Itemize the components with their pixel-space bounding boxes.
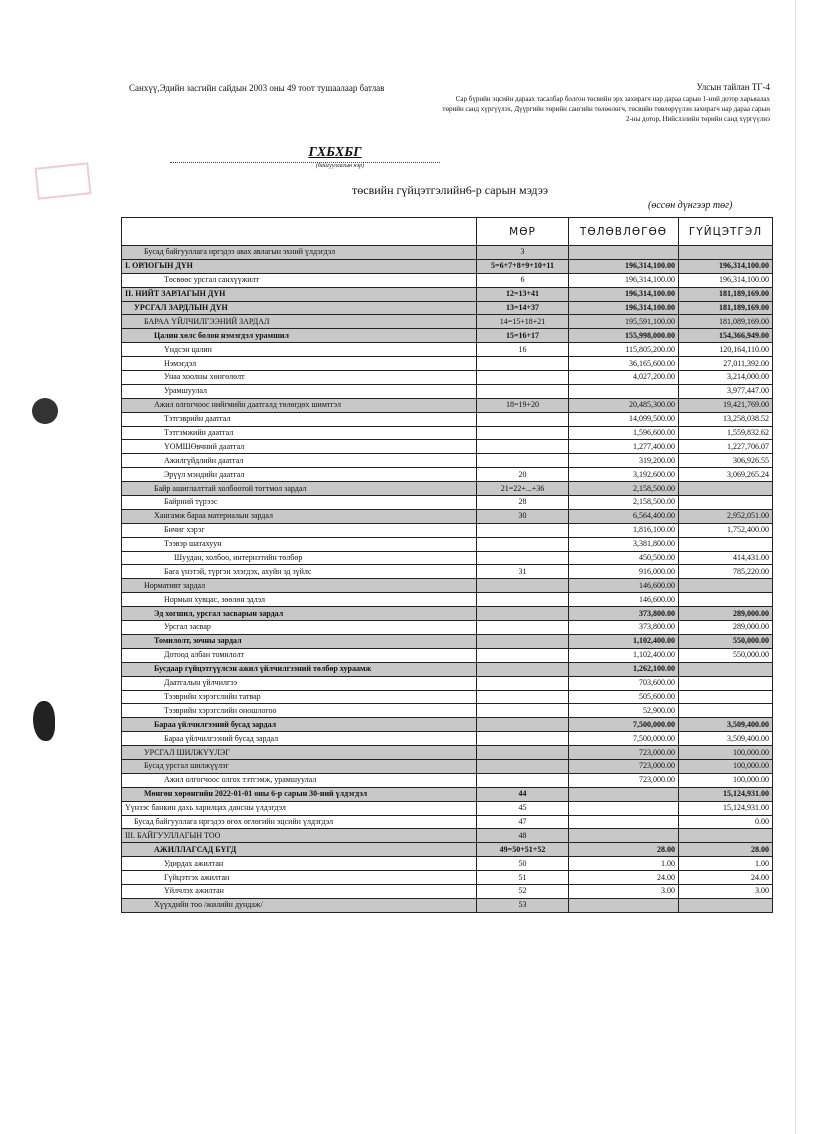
row-number xyxy=(477,718,569,732)
plan-value: 3.00 xyxy=(569,884,679,898)
plan-value: 1,262,100.00 xyxy=(569,662,679,676)
actual-value: 3.00 xyxy=(679,884,773,898)
actual-value: 196,314,100.00 xyxy=(679,259,773,273)
table-row xyxy=(122,634,773,648)
row-number xyxy=(477,759,569,773)
ink-blot xyxy=(33,701,55,741)
row-number: 30 xyxy=(477,509,569,523)
plan-value: 20,485,300.00 xyxy=(569,398,679,412)
actual-value xyxy=(679,246,773,260)
row-number xyxy=(477,704,569,718)
actual-value: 1,227,706.07 xyxy=(679,440,773,454)
row-label: I. ОРЛОГЫН ДҮН xyxy=(122,259,477,273)
actual-value: 100,000.00 xyxy=(679,759,773,773)
actual-value: 414,431.00 xyxy=(679,551,773,565)
row-number: 16 xyxy=(477,343,569,357)
plan-value: 196,314,100.00 xyxy=(569,259,679,273)
plan-value: 373,800.00 xyxy=(569,621,679,635)
plan-value: 1,816,100.00 xyxy=(569,523,679,537)
plan-value: 155,998,000.00 xyxy=(569,329,679,343)
plan-value: 196,314,100.00 xyxy=(569,301,679,315)
punch-hole xyxy=(32,398,58,424)
column-header-actual: ГҮЙЦЭТГЭЛ xyxy=(679,218,773,246)
row-number xyxy=(477,440,569,454)
row-label: Бага үнэтэй, түргэн элэгдэх, ахуйн эд зүйлс xyxy=(122,565,477,579)
plan-value: 1,102,400.00 xyxy=(569,648,679,662)
table-row xyxy=(122,676,773,690)
actual-value: 196,314,100.00 xyxy=(679,273,773,287)
table-row xyxy=(122,690,773,704)
row-number: 12=13+41 xyxy=(477,287,569,301)
actual-value: 24.00 xyxy=(679,871,773,885)
actual-value xyxy=(679,593,773,607)
row-number: 45 xyxy=(477,801,569,815)
plan-value: 1,596,600.00 xyxy=(569,426,679,440)
plan-value: 36,165,600.00 xyxy=(569,357,679,371)
plan-value: 2,158,500.00 xyxy=(569,496,679,510)
form-code: Улсын тайлан ТГ-4 xyxy=(696,82,770,92)
plan-value xyxy=(569,829,679,843)
actual-value xyxy=(679,662,773,676)
row-label: Эд хогшил, урсгал засварын зардал xyxy=(122,607,477,621)
row-label: Байр ашиглалттай холбоотой тогтмол зардал xyxy=(122,482,477,496)
column-header-row-number: МӨР xyxy=(477,218,569,246)
row-label: Үүнээс банкин дахь харилцах дансны үлдэгдэл xyxy=(122,801,477,815)
actual-value: 100,000.00 xyxy=(679,773,773,787)
plan-value xyxy=(569,801,679,815)
row-label: Тээврийн хэрэгслийн татвар xyxy=(122,690,477,704)
plan-value: 916,000.00 xyxy=(569,565,679,579)
row-number xyxy=(477,746,569,760)
plan-value: 4,027,200.00 xyxy=(569,371,679,385)
row-number xyxy=(477,607,569,621)
row-number xyxy=(477,773,569,787)
report-title: төсвийн гүйцэтгэлийн6-р сарын мэдээ xyxy=(352,183,549,197)
plan-value: 24.00 xyxy=(569,871,679,885)
actual-value: 3,509,400.00 xyxy=(679,718,773,732)
plan-value: 7,500,000.00 xyxy=(569,732,679,746)
actual-value xyxy=(679,704,773,718)
plan-value: 723,000.00 xyxy=(569,773,679,787)
actual-value xyxy=(679,829,773,843)
table-row xyxy=(122,746,773,760)
row-number: 52 xyxy=(477,884,569,898)
faded-stamp xyxy=(34,162,91,199)
actual-value: 13,258,038.52 xyxy=(679,412,773,426)
form-header xyxy=(440,82,770,124)
plan-value: 14,099,500.00 xyxy=(569,412,679,426)
row-number xyxy=(477,593,569,607)
table-header-row xyxy=(122,218,773,246)
table-row xyxy=(122,843,773,857)
row-label: Нэмэгдэл xyxy=(122,357,477,371)
plan-value: 196,314,100.00 xyxy=(569,287,679,301)
row-number: 20 xyxy=(477,468,569,482)
row-label: ҮОМШӨвчний даатгал xyxy=(122,440,477,454)
row-number xyxy=(477,634,569,648)
row-number xyxy=(477,426,569,440)
row-label: Нормативт зардал xyxy=(122,579,477,593)
actual-value xyxy=(679,496,773,510)
plan-value: 1.00 xyxy=(569,857,679,871)
table-row xyxy=(122,759,773,773)
plan-value: 6,564,400.00 xyxy=(569,509,679,523)
row-number: 3 xyxy=(477,246,569,260)
actual-value: 306,926.55 xyxy=(679,454,773,468)
plan-value xyxy=(569,384,679,398)
actual-value: 181,189,169.00 xyxy=(679,287,773,301)
plan-value: 3,192,600.00 xyxy=(569,468,679,482)
table-row xyxy=(122,871,773,885)
actual-value: 785,220.00 xyxy=(679,565,773,579)
actual-value: 1.00 xyxy=(679,857,773,871)
organization-block xyxy=(170,145,440,169)
row-number: 50 xyxy=(477,857,569,871)
row-label: Төсвөөс урсгал санхүүжилт xyxy=(122,273,477,287)
table-row xyxy=(122,857,773,871)
plan-value: 115,805,200.00 xyxy=(569,343,679,357)
row-label: III. БАЙГУУЛЛАГЫН ТОО xyxy=(122,829,477,843)
row-label: Хангамж бараа материалын зардал xyxy=(122,509,477,523)
row-number xyxy=(477,357,569,371)
row-number xyxy=(477,384,569,398)
plan-value: 373,800.00 xyxy=(569,607,679,621)
plan-value: 2,158,500.00 xyxy=(569,482,679,496)
row-label: Даатгалын үйлчилгээ xyxy=(122,676,477,690)
row-label: Унаа хоолны хөнгөлөлт xyxy=(122,371,477,385)
row-label: Нормын хувцас, зөөлөн эдлэл xyxy=(122,593,477,607)
table-row xyxy=(122,732,773,746)
plan-value xyxy=(569,246,679,260)
column-header-plan: ТӨЛӨВЛӨГӨӨ xyxy=(569,218,679,246)
table-row xyxy=(122,287,773,301)
table-row xyxy=(122,357,773,371)
table-row xyxy=(122,621,773,635)
actual-value: 3,977,447.00 xyxy=(679,384,773,398)
actual-value: 1,752,400.00 xyxy=(679,523,773,537)
row-number xyxy=(477,648,569,662)
plan-value: 52,900.00 xyxy=(569,704,679,718)
column-header-label xyxy=(122,218,477,246)
row-number xyxy=(477,454,569,468)
row-label: Байрний түрээс xyxy=(122,496,477,510)
table-row xyxy=(122,801,773,815)
submission-note: Сар бүрийн эцсийн дараах тасалбар болгон төсвийн эрх захирагч нар дараа сарын 1-ний дотор харьяалах төрийн санд хүргүүлэх, Дүүргийн төрийн сангийн төлөөлөгч, төсвийн төвлөрүүлэн захирагч нар дараа сарын 2-ны дотор, Нийслэлийн төрийн санд хүргүүлнэ xyxy=(442,95,770,123)
row-label: Бичиг хэрэг xyxy=(122,523,477,537)
table-body xyxy=(122,246,773,913)
plan-value: 723,000.00 xyxy=(569,746,679,760)
table-row xyxy=(122,259,773,273)
table-row xyxy=(122,815,773,829)
plan-value: 3,381,800.00 xyxy=(569,537,679,551)
row-number: 48 xyxy=(477,829,569,843)
row-number: 6 xyxy=(477,273,569,287)
actual-value: 181,189,169.00 xyxy=(679,301,773,315)
plan-value: 319,200.00 xyxy=(569,454,679,468)
actual-value xyxy=(679,676,773,690)
row-number: 5=6+7+8+9+10+11 xyxy=(477,259,569,273)
row-number xyxy=(477,690,569,704)
actual-value: 28.00 xyxy=(679,843,773,857)
row-number: 44 xyxy=(477,787,569,801)
row-label: II. НИЙТ ЗАРЛАГЫН ДҮН xyxy=(122,287,477,301)
row-label: Бусад байгууллага нргэдээ авах авлагын эхний үлдэгдэл xyxy=(122,246,477,260)
row-label: УРСГАЛ ШИЛЖҮҮЛЭГ xyxy=(122,746,477,760)
actual-value: 289,000.00 xyxy=(679,607,773,621)
actual-value: 15,124,931.00 xyxy=(679,787,773,801)
row-number: 15=16+17 xyxy=(477,329,569,343)
plan-value: 450,500.00 xyxy=(569,551,679,565)
row-label: Бусад урсгал шилжүүлэг xyxy=(122,759,477,773)
row-label: Тээврийн хэрэгслийн оношлогоо xyxy=(122,704,477,718)
plan-value: 1,277,400.00 xyxy=(569,440,679,454)
table-row xyxy=(122,468,773,482)
table-row xyxy=(122,454,773,468)
actual-value: 15,124,931.00 xyxy=(679,801,773,815)
actual-value: 3,069,265.24 xyxy=(679,468,773,482)
row-number xyxy=(477,579,569,593)
table-row xyxy=(122,384,773,398)
row-number: 47 xyxy=(477,815,569,829)
table-row xyxy=(122,440,773,454)
row-number: 14=15+18+21 xyxy=(477,315,569,329)
row-label: Үйлчлэх ажилтан xyxy=(122,884,477,898)
row-number xyxy=(477,537,569,551)
row-number xyxy=(477,412,569,426)
table-row xyxy=(122,343,773,357)
plan-value: 146,600.00 xyxy=(569,593,679,607)
row-label: Бусдаар гүйцэтгүүлсэн ажил үйлчилгээний төлбөр хураамж xyxy=(122,662,477,676)
row-number xyxy=(477,621,569,635)
actual-value xyxy=(679,482,773,496)
row-label: Эрүүл мэндийн даатгал xyxy=(122,468,477,482)
table-row xyxy=(122,704,773,718)
plan-value xyxy=(569,898,679,912)
row-label: Ажил олгогчоос нийгмийн даатгалд төлөгдөх шимтгэл xyxy=(122,398,477,412)
actual-value: 100,000.00 xyxy=(679,746,773,760)
table-row xyxy=(122,718,773,732)
row-label: УРСГАЛ ЗАРДЛЫН ДҮН xyxy=(122,301,477,315)
table-row xyxy=(122,773,773,787)
actual-value: 550,000.00 xyxy=(679,648,773,662)
table-row xyxy=(122,482,773,496)
actual-value xyxy=(679,537,773,551)
table-row xyxy=(122,787,773,801)
actual-value: 550,000.00 xyxy=(679,634,773,648)
actual-value: 154,366,949.00 xyxy=(679,329,773,343)
actual-value xyxy=(679,579,773,593)
actual-value: 3,509,400.00 xyxy=(679,732,773,746)
table-row xyxy=(122,551,773,565)
row-number xyxy=(477,732,569,746)
plan-value: 196,314,100.00 xyxy=(569,273,679,287)
row-label: Урамшуулал xyxy=(122,384,477,398)
row-label: Мөнгөн хөрөнгийн 2022-01-01 оны 6-р сарын 30-ний үлдэгдэл xyxy=(122,787,477,801)
table-row xyxy=(122,426,773,440)
row-label: Тэтгэмжийн даатгал xyxy=(122,426,477,440)
plan-value: 195,591,100.00 xyxy=(569,315,679,329)
table-row xyxy=(122,648,773,662)
row-label: Цалин хөлс болон нэмэгдэл урамшил xyxy=(122,329,477,343)
table-row xyxy=(122,607,773,621)
plan-value: 28.00 xyxy=(569,843,679,857)
row-label: Ажилгүйдлийн даатгал xyxy=(122,454,477,468)
plan-value: 146,600.00 xyxy=(569,579,679,593)
organization-caption: (байгууллагын нэр) xyxy=(315,163,365,169)
currency-unit: (өссөн дүнгээр төг) xyxy=(648,200,733,211)
organization-name: ГХБХБГ xyxy=(308,145,362,160)
row-label: Үндсэн цалин xyxy=(122,343,477,357)
row-label: Шуудан, холбоо, интернэтийн төлбөр xyxy=(122,551,477,565)
row-number: 13=14+37 xyxy=(477,301,569,315)
row-number xyxy=(477,523,569,537)
actual-value: 181,089,169.00 xyxy=(679,315,773,329)
row-number: 28 xyxy=(477,496,569,510)
row-label: Дотоод албан томилолт xyxy=(122,648,477,662)
table-row xyxy=(122,246,773,260)
table-row xyxy=(122,523,773,537)
row-label: БАРАА ҮЙЛЧИЛГЭЭНИЙ ЗАРДАЛ xyxy=(122,315,477,329)
table-row xyxy=(122,579,773,593)
page-edge xyxy=(795,0,796,1134)
row-number xyxy=(477,676,569,690)
row-number: 53 xyxy=(477,898,569,912)
row-label: АЖИЛЛАГСАД БҮГД xyxy=(122,843,477,857)
actual-value xyxy=(679,898,773,912)
table-row xyxy=(122,398,773,412)
actual-value xyxy=(679,690,773,704)
actual-value: 27,011,392.00 xyxy=(679,357,773,371)
row-number xyxy=(477,662,569,676)
row-label: Урсгал засвар xyxy=(122,621,477,635)
actual-value: 3,214,000.00 xyxy=(679,371,773,385)
table-row xyxy=(122,898,773,912)
row-number: 51 xyxy=(477,871,569,885)
table-row xyxy=(122,315,773,329)
row-number xyxy=(477,371,569,385)
table-row xyxy=(122,593,773,607)
table-row xyxy=(122,884,773,898)
table-row xyxy=(122,537,773,551)
actual-value: 120,164,110.00 xyxy=(679,343,773,357)
row-number xyxy=(477,551,569,565)
plan-value: 1,102,400.00 xyxy=(569,634,679,648)
actual-value: 2,952,051.00 xyxy=(679,509,773,523)
table-row xyxy=(122,509,773,523)
actual-value: 0.00 xyxy=(679,815,773,829)
plan-value: 7,500,000.00 xyxy=(569,718,679,732)
table-row xyxy=(122,329,773,343)
plan-value xyxy=(569,815,679,829)
row-label: Тээвэр шатахуун xyxy=(122,537,477,551)
table-row xyxy=(122,565,773,579)
plan-value: 505,600.00 xyxy=(569,690,679,704)
row-label: Томилолт, зочны зардал xyxy=(122,634,477,648)
row-label: Удирдах ажилтан xyxy=(122,857,477,871)
row-number: 31 xyxy=(477,565,569,579)
row-label: Хүүхдийн тоо /жилийн дундаж/ xyxy=(122,898,477,912)
plan-value: 703,600.00 xyxy=(569,676,679,690)
table-row xyxy=(122,371,773,385)
actual-value: 1,559,832.62 xyxy=(679,426,773,440)
table-row xyxy=(122,829,773,843)
table-row xyxy=(122,412,773,426)
row-number: 18=19+20 xyxy=(477,398,569,412)
budget-table xyxy=(121,217,773,913)
row-label: Ажил олгогчоос олгох тэтгэмж, урамшуулал xyxy=(122,773,477,787)
approval-note: Санхүү,Эдийн засгийн сайдын 2003 оны 49 тоот тушаалаар батлав xyxy=(129,83,385,93)
table-row xyxy=(122,301,773,315)
plan-value xyxy=(569,787,679,801)
row-label: Бараа үйлчилгээний бусад зардал xyxy=(122,718,477,732)
table-row xyxy=(122,273,773,287)
row-label: Гүйцэтгэх ажилтан xyxy=(122,871,477,885)
row-label: Бусад байгууллага нргэдээ өгөх өглөгийн эцсийн үлдэгдэл xyxy=(122,815,477,829)
actual-value: 289,000.00 xyxy=(679,621,773,635)
row-number: 49=50+51+52 xyxy=(477,843,569,857)
table-row xyxy=(122,496,773,510)
row-label: Бараа үйлчилгээний бусад зардал xyxy=(122,732,477,746)
table-row xyxy=(122,662,773,676)
actual-value: 19,421,769.00 xyxy=(679,398,773,412)
row-number: 21=22+...+36 xyxy=(477,482,569,496)
row-label: Тэтгэврийн даатгал xyxy=(122,412,477,426)
plan-value: 723,000.00 xyxy=(569,759,679,773)
